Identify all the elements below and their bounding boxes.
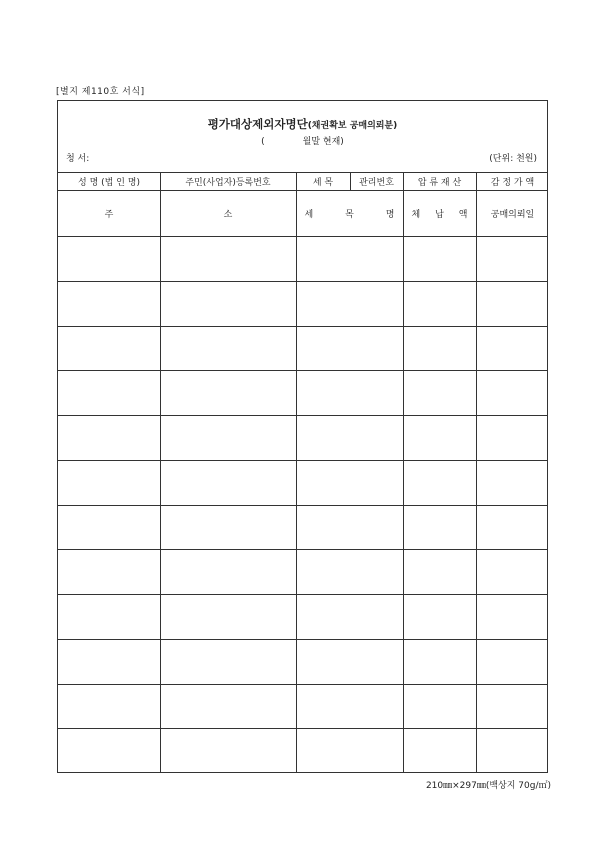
- table-col-divider: [296, 236, 297, 773]
- table-row-divider: [58, 684, 547, 685]
- subtitle-text: 월말 현재): [302, 137, 344, 147]
- header-address-right: 소: [223, 210, 233, 220]
- form-title-main: 평가대상제외자명단: [207, 117, 308, 131]
- form-box: [57, 100, 548, 773]
- table-row-divider: [58, 370, 547, 371]
- unit-label: (단위: 천원): [489, 154, 537, 164]
- table-col-divider: [476, 236, 477, 773]
- header-delinquent-amount-char: 체: [411, 210, 421, 220]
- subtitle-open: (: [261, 137, 265, 147]
- header-appraisal-value: 감 정 가 액: [490, 178, 535, 188]
- header-bottom-border: [58, 236, 547, 237]
- header-tax-item-name-char: 명: [385, 210, 395, 220]
- table-col-divider: [403, 236, 404, 773]
- header-tax-item-name-char: 목: [345, 210, 354, 220]
- header-delinquent-amount-char: 납: [435, 210, 444, 220]
- paper-spec: 210㎜×297㎜(백상지 70g/㎡): [425, 781, 551, 791]
- table-row-divider: [58, 460, 547, 461]
- form-subtitle: [58, 134, 547, 147]
- header-tax-item-name: [296, 191, 403, 236]
- header-delinquent-amount-char: 액: [458, 210, 468, 220]
- table-row-divider: [58, 326, 547, 327]
- table-row-divider: [58, 594, 547, 595]
- header-name: 성 명 (법 인 명): [78, 178, 140, 188]
- header-address-left: 주: [104, 210, 114, 220]
- table-row-divider: [58, 505, 547, 506]
- table-row-divider: [58, 728, 547, 729]
- header-delinquent-amount: [403, 191, 476, 236]
- form-number: [별지 제110호 서식]: [56, 87, 145, 97]
- table-row-divider: [58, 639, 547, 640]
- form-title: [58, 116, 547, 132]
- agency-label: 청 서:: [66, 154, 90, 164]
- header-tax-item: 세 목: [312, 178, 334, 188]
- table-row-divider: [58, 281, 547, 282]
- header-tax-item-name-char: 세: [304, 210, 314, 220]
- header-resident-number: 주민(사업자)등록번호: [185, 178, 271, 188]
- header-mgmt-number: 관리번호: [359, 178, 394, 188]
- table-col-divider: [160, 236, 161, 773]
- header-seized-property: 압 류 재 산: [417, 178, 462, 188]
- table-row-divider: [58, 415, 547, 416]
- table-row-divider: [58, 549, 547, 550]
- header-auction-request-date: 공매의뢰일: [490, 210, 535, 220]
- form-title-sub: (채권확보 공매의뢰분): [307, 121, 398, 131]
